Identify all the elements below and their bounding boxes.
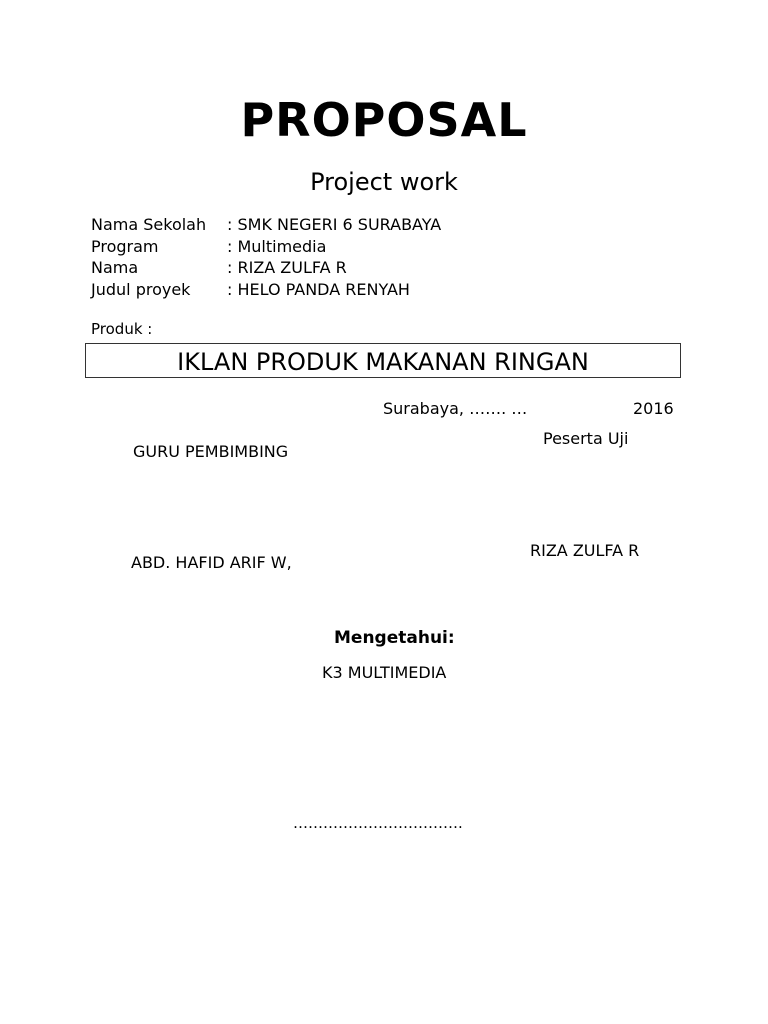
info-label-program: Program: [91, 236, 159, 256]
info-label-name: Nama: [91, 258, 139, 277]
info-label-school: Nama Sekolah: [91, 215, 207, 234]
peserta-name: RIZA ZULFA R: [530, 541, 640, 560]
peserta-uji-label: Peserta Uji: [543, 429, 629, 448]
guru-name: ABD. HAFID ARIF W,: [131, 553, 292, 572]
document-title: PROPOSAL: [240, 93, 528, 147]
produk-title-box: [85, 343, 681, 378]
info-value-school: : SMK NEGERI 6 SURABAYA: [227, 215, 442, 234]
info-row-project: [91, 279, 441, 301]
info-value-project: : HELO PANDA RENYAH: [227, 279, 410, 299]
info-table: [91, 214, 441, 300]
guru-pembimbing-label: GURU PEMBIMBING: [133, 442, 289, 461]
mengetahui-label: Mengetahui:: [334, 628, 455, 648]
info-value-name: : RIZA ZULFA R: [227, 258, 347, 277]
year: 2016: [633, 399, 674, 418]
produk-title: IKLAN PRODUK MAKANAN RINGAN: [177, 348, 589, 376]
produk-label: Produk :: [91, 320, 153, 338]
k3-signature-line: …………………………….: [293, 814, 463, 832]
place-date: Surabaya, ……. …: [383, 399, 528, 418]
info-label-project: Judul proyek: [91, 279, 191, 299]
info-row-name: [91, 257, 441, 279]
info-value-program: : Multimedia: [227, 236, 327, 256]
info-row-program: [91, 236, 441, 258]
document-subtitle: Project work: [310, 168, 458, 196]
k3-label: K3 MULTIMEDIA: [322, 663, 447, 682]
info-row-school: [91, 214, 441, 236]
